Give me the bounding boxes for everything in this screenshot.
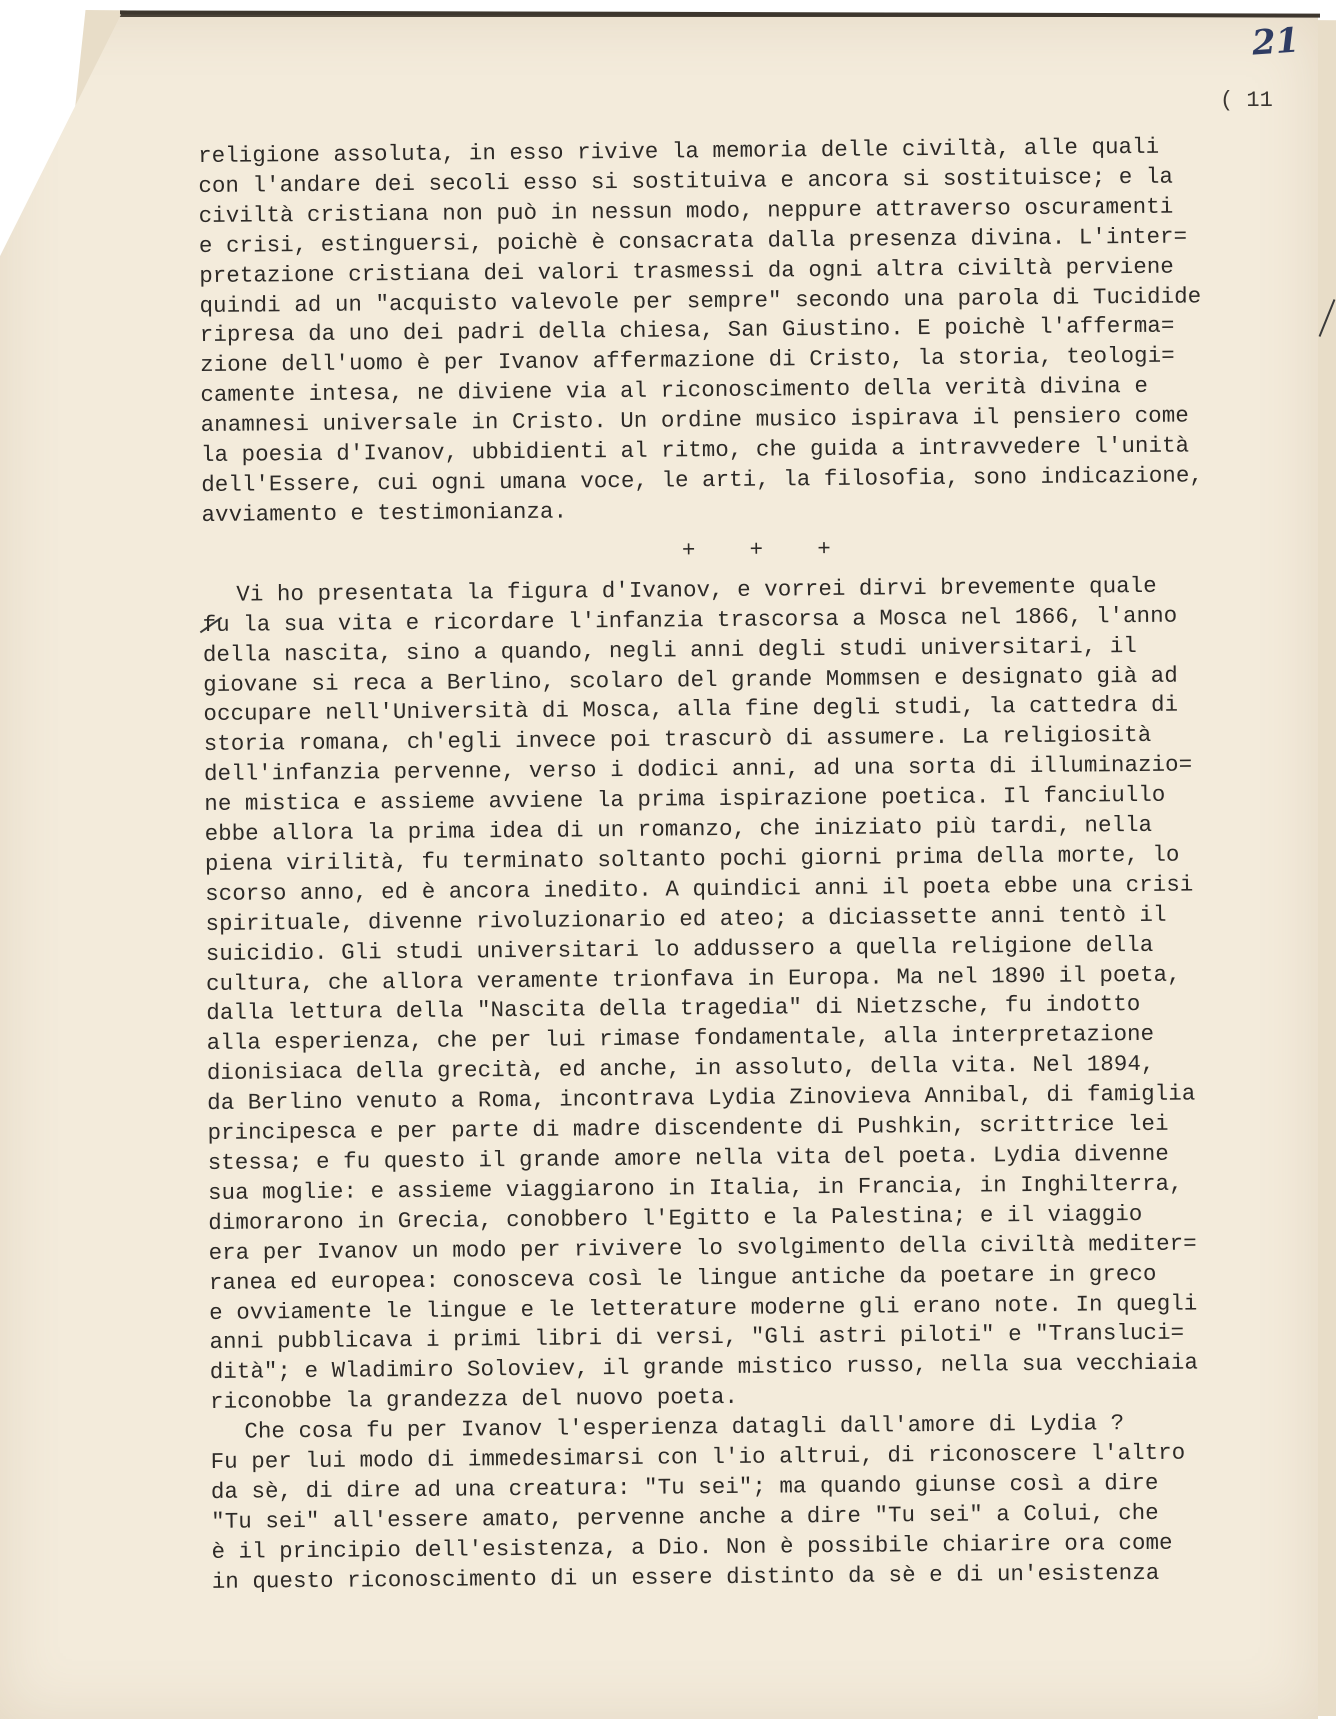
- text-line: da Berlino venuto a Roma, incontrava Lydia Zinovieva Annibal, di famiglia: [207, 1080, 1196, 1117]
- text-line: Vi ho presentata la figura d'Ivanov, e vorrei dirvi brevemente quale: [236, 572, 1157, 608]
- text-line: anamnesi universale in Cristo. Un ordine musico ispirava il pensiero come: [200, 402, 1189, 439]
- text-line: suicidio. Gli studi universitari lo addussero a quella religione della: [205, 931, 1154, 967]
- text-line: Fu per lui modo di immedesimarsi con l'io altrui, di riconoscere l'altro: [210, 1439, 1186, 1476]
- text-line: ne mistica e assieme avviene la prima ispirazione poetica. Il fanciullo: [204, 781, 1166, 818]
- typewritten-text: [198, 131, 1338, 1597]
- text-line: la poesia d'Ivanov, ubbidienti al ritmo, che guida a intravvedere l'unità: [200, 432, 1190, 469]
- text-line: alla esperienza, che per lui rimase fondamentale, alla interpretazione: [206, 1021, 1155, 1057]
- text-line: civiltà cristiana non può in nessun modo, neppure attraverso oscuramenti: [198, 193, 1174, 229]
- text-line: dell'infanzia pervenne, verso i dodici anni, ad una sorta di illuminazio=: [203, 751, 1193, 788]
- text-line: piena virilità, fu terminato soltanto pochi giorni prima della morte, lo: [204, 841, 1180, 877]
- text-line: giovane si reca a Berlino, scolaro del grande Mommsen e designato già ad: [203, 662, 1178, 698]
- text-line: Che cosa fu per Ivanov l'esperienza datagli dall'amore di Lydia ?: [244, 1410, 1125, 1445]
- page-number: ( 11: [1220, 88, 1273, 113]
- text-line: cultura, che allora veramente trionfava in Europa. Ma nel 1890 il poeta,: [205, 961, 1181, 997]
- text-line: è il principio dell'esistenza, a Dio. Non è possibile chiarire ora come: [211, 1529, 1173, 1565]
- text-line: dionisiaca della grecità, ed anche, in assoluto, della vita. Nel 1894,: [206, 1051, 1155, 1087]
- text-line: sua moglie: e assieme viaggiarono in Italia, in Francia, in Inghilterra,: [207, 1170, 1183, 1206]
- text-line: stessa; e fu questo il grande amore nella vita del poeta. Lydia divenne: [207, 1140, 1169, 1176]
- text-line: quindi ad un "acquisto valevole per sempre" secondo una parola di Tucidide: [199, 282, 1202, 319]
- text-line: camente intesa, ne diviene via al riconoscimento della verità divina e: [200, 373, 1149, 409]
- text-line: dalla lettura della "Nascita della tragedia" di Nietzsche, fu indotto: [206, 991, 1141, 1027]
- text-line: ranea ed europea: conosceva così le lingue antiche da poetare in greco: [208, 1260, 1157, 1296]
- text-line: avviamento e testimonianza.: [201, 498, 568, 528]
- section-separator: + + +: [681, 535, 831, 564]
- text-line: spirituale, divenne rivoluzionario ed ateo; a diciassette anni tentò il: [205, 901, 1167, 937]
- text-line: in questo riconoscimento di un essere distinto da sè e di un'esistenza: [211, 1559, 1160, 1595]
- text-line: riconobbe la grandezza del nuovo poeta.: [209, 1384, 739, 1416]
- text-line: dimorarono in Grecia, conobbero l'Egitto e la Palestina; e il viaggio: [208, 1200, 1143, 1236]
- text-line: zione dell'uomo è per Ivanov affermazione di Cristo, la storia, teologi=: [200, 342, 1175, 379]
- text-line: ripresa da uno dei padri della chiesa, San Giustino. E poichè l'afferma=: [199, 313, 1175, 349]
- text-line: storia romana, ch'egli invece poi trascurò di assumere. La religiosità: [203, 722, 1152, 758]
- text-line: fu la sua vita e ricordare l'infanzia trascorsa a Mosca nel 1866, l'anno: [202, 602, 1178, 638]
- text-line: con l'andare dei secoli esso si sostituiva e ancora si sostituisce; e la: [198, 163, 1174, 199]
- text-line: pretazione cristiana dei valori trasmessi da ogni altra civiltà perviene: [199, 253, 1175, 289]
- text-line: dell'Essere, cui ogni umana voce, le arti, la filosofia, sono indicazione,: [201, 462, 1204, 498]
- text-line: "Tu sei" all'essere amato, pervenne anche a dire "Tu sei" a Colui, che: [211, 1499, 1159, 1535]
- text-line: da sè, di dire ad una creatura: "Tu sei"; ma quando giunse così a dire: [210, 1469, 1159, 1505]
- text-line: era per Ivanov un modo per rivivere lo svolgimento della civiltà mediter=: [208, 1230, 1197, 1266]
- text-line: e crisi, estinguersi, poichè è consacrata dalla presenza divina. L'inter=: [198, 223, 1188, 259]
- text-line: dità"; e Wladimiro Soloviev, il grande mistico russo, nella sua vecchiaia: [209, 1349, 1199, 1386]
- text-line: anni pubblicava i primi libri di versi, "Gli astri piloti" e "Transluci=: [209, 1320, 1185, 1356]
- text-line: principesca e per parte di madre discendente di Pushkin, scrittrice lei: [207, 1110, 1169, 1147]
- text-line: scorso anno, ed è ancora inedito. A quindici anni il poeta ebbe una crisi: [205, 871, 1194, 907]
- text-line: della nascita, sino a quando, negli anni degli studi universitari, il: [202, 632, 1138, 668]
- text-line: ebbe allora la prima idea di un romanzo, che iniziato più tardi, nella: [204, 811, 1153, 847]
- handwritten-folio-number: 21: [1250, 20, 1301, 64]
- text-line: occupare nell'Università di Mosca, alla fine degli studi, la cattedra di: [203, 692, 1179, 728]
- text-line: religione assoluta, in esso rivive la memoria delle civiltà, alle quali: [198, 133, 1160, 169]
- text-line: e ovviamente le lingue e le letterature moderne gli erano note. In quegli: [209, 1289, 1198, 1326]
